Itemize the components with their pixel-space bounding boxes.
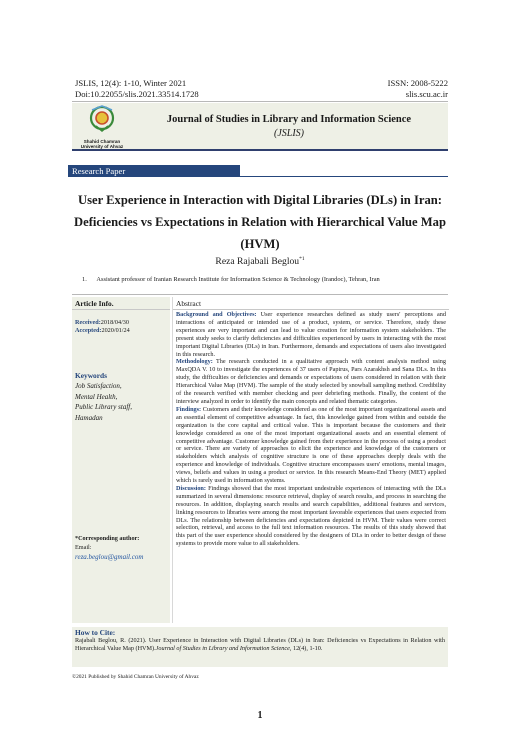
issn: ISSN: 2008-5222 <box>387 78 448 88</box>
header-divider <box>72 101 448 102</box>
university-name-line1: Shahid Chamran <box>83 139 121 144</box>
abstract-divider <box>173 309 449 310</box>
doi[interactable]: Doi:10.22055/slis.2021.33514.1728 <box>75 89 199 99</box>
journal-citation: JSLIS, 12(4): 1-10, Winter 2021 <box>75 78 187 88</box>
cite-journal: Journal of Studies in Library and Information Science, <box>155 644 292 652</box>
university-emblem-icon <box>78 104 126 134</box>
cite-tail: 12(4), 1-10. <box>291 644 323 652</box>
author-line <box>60 256 460 267</box>
section-label: Methodology: <box>176 358 213 366</box>
university-logo <box>78 104 126 148</box>
section-label: Discussion: <box>176 484 206 492</box>
article-type-rule <box>240 176 448 177</box>
keyword: Hamadan <box>75 413 103 422</box>
accepted-date <box>75 327 130 335</box>
accepted-label: Accepted: <box>75 327 102 334</box>
journal-title: Journal of Studies in Library and Information Science <box>166 114 412 125</box>
university-name-line2: University of Ahvaz <box>80 144 124 150</box>
author-name: Reza Rajabali Beglou <box>215 256 300 268</box>
article-type-badge: Research Paper <box>68 165 240 177</box>
page-number: 1 <box>257 710 263 721</box>
article-info-heading: Article Info. <box>75 299 114 308</box>
author-marker: *1 <box>299 256 305 262</box>
section-text: The research conducted in a qualitative approach with content analysis method using MaxQDA V. 10 to investigate the experiences of 37 users of Papirus, Pars Azarakhsh and Sana DLs. In this study, the difficulties or deficiencies and demands or expectations of users considered in relation with their Hierarchical Value Map (HVM). The sample of the study selected by snowball sampling method. Credibility of the research verified with member checking and peer debriefing methods. Finally, the content of the interview analyzed in order to identify the main concepts and related thematic categories. <box>176 358 446 405</box>
keyword: Job Satisfaction, <box>75 382 122 390</box>
received-value: 2018/04/30 <box>100 319 129 326</box>
corresponding-author-heading: *Corresponding author: <box>75 535 140 542</box>
abstract-top-divider <box>72 294 448 295</box>
abstract-panel <box>172 297 449 623</box>
section-text: Findings showed that the most important undesirable experiences of interacting with the DLs summarized in several dimensions: resource retrieval, display of search results, and process in searching the resources. In addition, displaying search results and search capabilities, additional features and services, linking resources to libraries were among the most important favorable experiences that users expected from DLs. The relationship between deficiencies and expectations depicted in HVM. Their values were correct selection, retrieval, and access to the full text information resources. The results of this study showed that this part of the user experience should considered by the designers of DLs in order to better design of these systems to provide more value to all stakeholders. <box>176 484 446 548</box>
abstract-findings <box>176 406 446 485</box>
section-text: User experience researches defined as study users' perceptions and interactions of anticipated or intended use of a product, system, or service. Therefore, study these experiences are very important and can lead to value creation for information system stakeholders. The present study seeks to clarify deficiencies and difficulties experienced by users in interacting with the most important Digital Libraries (DLs) in Iran. Furthermore, demands and expectations of users also investigated in this research. <box>176 311 446 358</box>
journal-website[interactable]: slis.scu.ac.ir <box>405 89 448 99</box>
keywords-list <box>75 381 132 423</box>
accepted-value: 2020/01/24 <box>101 327 130 334</box>
copyright-notice: ©2021 Published by Shahid Chamran University of Ahvaz <box>72 674 199 680</box>
affiliation-text: Assistant professor of Iranian Research Institute for Information Science & Technology (Irandoc), Tehran, Iran <box>96 276 380 283</box>
journal-banner <box>72 103 448 151</box>
how-to-cite-panel <box>72 627 448 667</box>
abstract-body <box>176 311 446 548</box>
how-to-cite-heading: How to Cite: <box>75 628 116 637</box>
abstract-background <box>176 311 446 358</box>
paper-title: User Experience in Interaction with Digital Libraries (DLs) in Iran: Deficiencies vs Expectations in Relation with Hierarchical Value Map (HVM) <box>74 193 446 251</box>
section-text: Customers and their knowledge considered as one of the most important organizational assets and an essential element of competitive advantage. In fact, this knowledge gained from within and outside the organization is the core capital and critical value. This is important because the customers and their knowledge considered as one of the most important organizational assets and an essential element of competitive advantage. Customer knowledge gained from their experience in the process of using a product or service. There are variety of approaches to elicit the experience and knowledge of the customers or stakeholders which analysis of cognitive structure is one of these approaches deeply deals with the experience and knowledge of individuals. Cognitive structure encompasses users' emotions, mental images, views, beliefs and values in using a product or service. In this research Means-End Theory (MET) applied which is rarely used in information systems. <box>176 405 446 485</box>
author-email-link[interactable]: reza.beglou@gmail.com <box>75 553 144 561</box>
article-info-divider <box>72 309 170 310</box>
email-label: Email: <box>75 544 92 551</box>
cite-plain: Rajabali Beglou, R. (2021). User Experience in Interaction with Digital Libraries (DLs) in Iran: Deficiencies vs Expectations in Relation with Hierarchical Value Map (HVM). <box>75 637 445 652</box>
received-label: Received: <box>75 319 101 326</box>
affiliation-number: 1. <box>82 276 87 283</box>
abstract-heading: Abstract <box>176 299 202 308</box>
how-to-cite-text <box>75 637 445 653</box>
keyword: Mental Health, <box>75 392 118 401</box>
article-info-panel <box>72 297 170 623</box>
journal-abbreviation: (JSLIS) <box>274 128 304 139</box>
received-date <box>75 319 129 327</box>
abstract-discussion <box>176 485 446 548</box>
section-label: Background and Objectives: <box>176 311 257 318</box>
keyword: Public Library staff, <box>75 403 132 411</box>
keywords-heading: Keywords <box>75 371 108 380</box>
abstract-methodology <box>176 358 446 405</box>
section-label: Findings: <box>176 405 202 413</box>
affiliation <box>82 276 462 283</box>
